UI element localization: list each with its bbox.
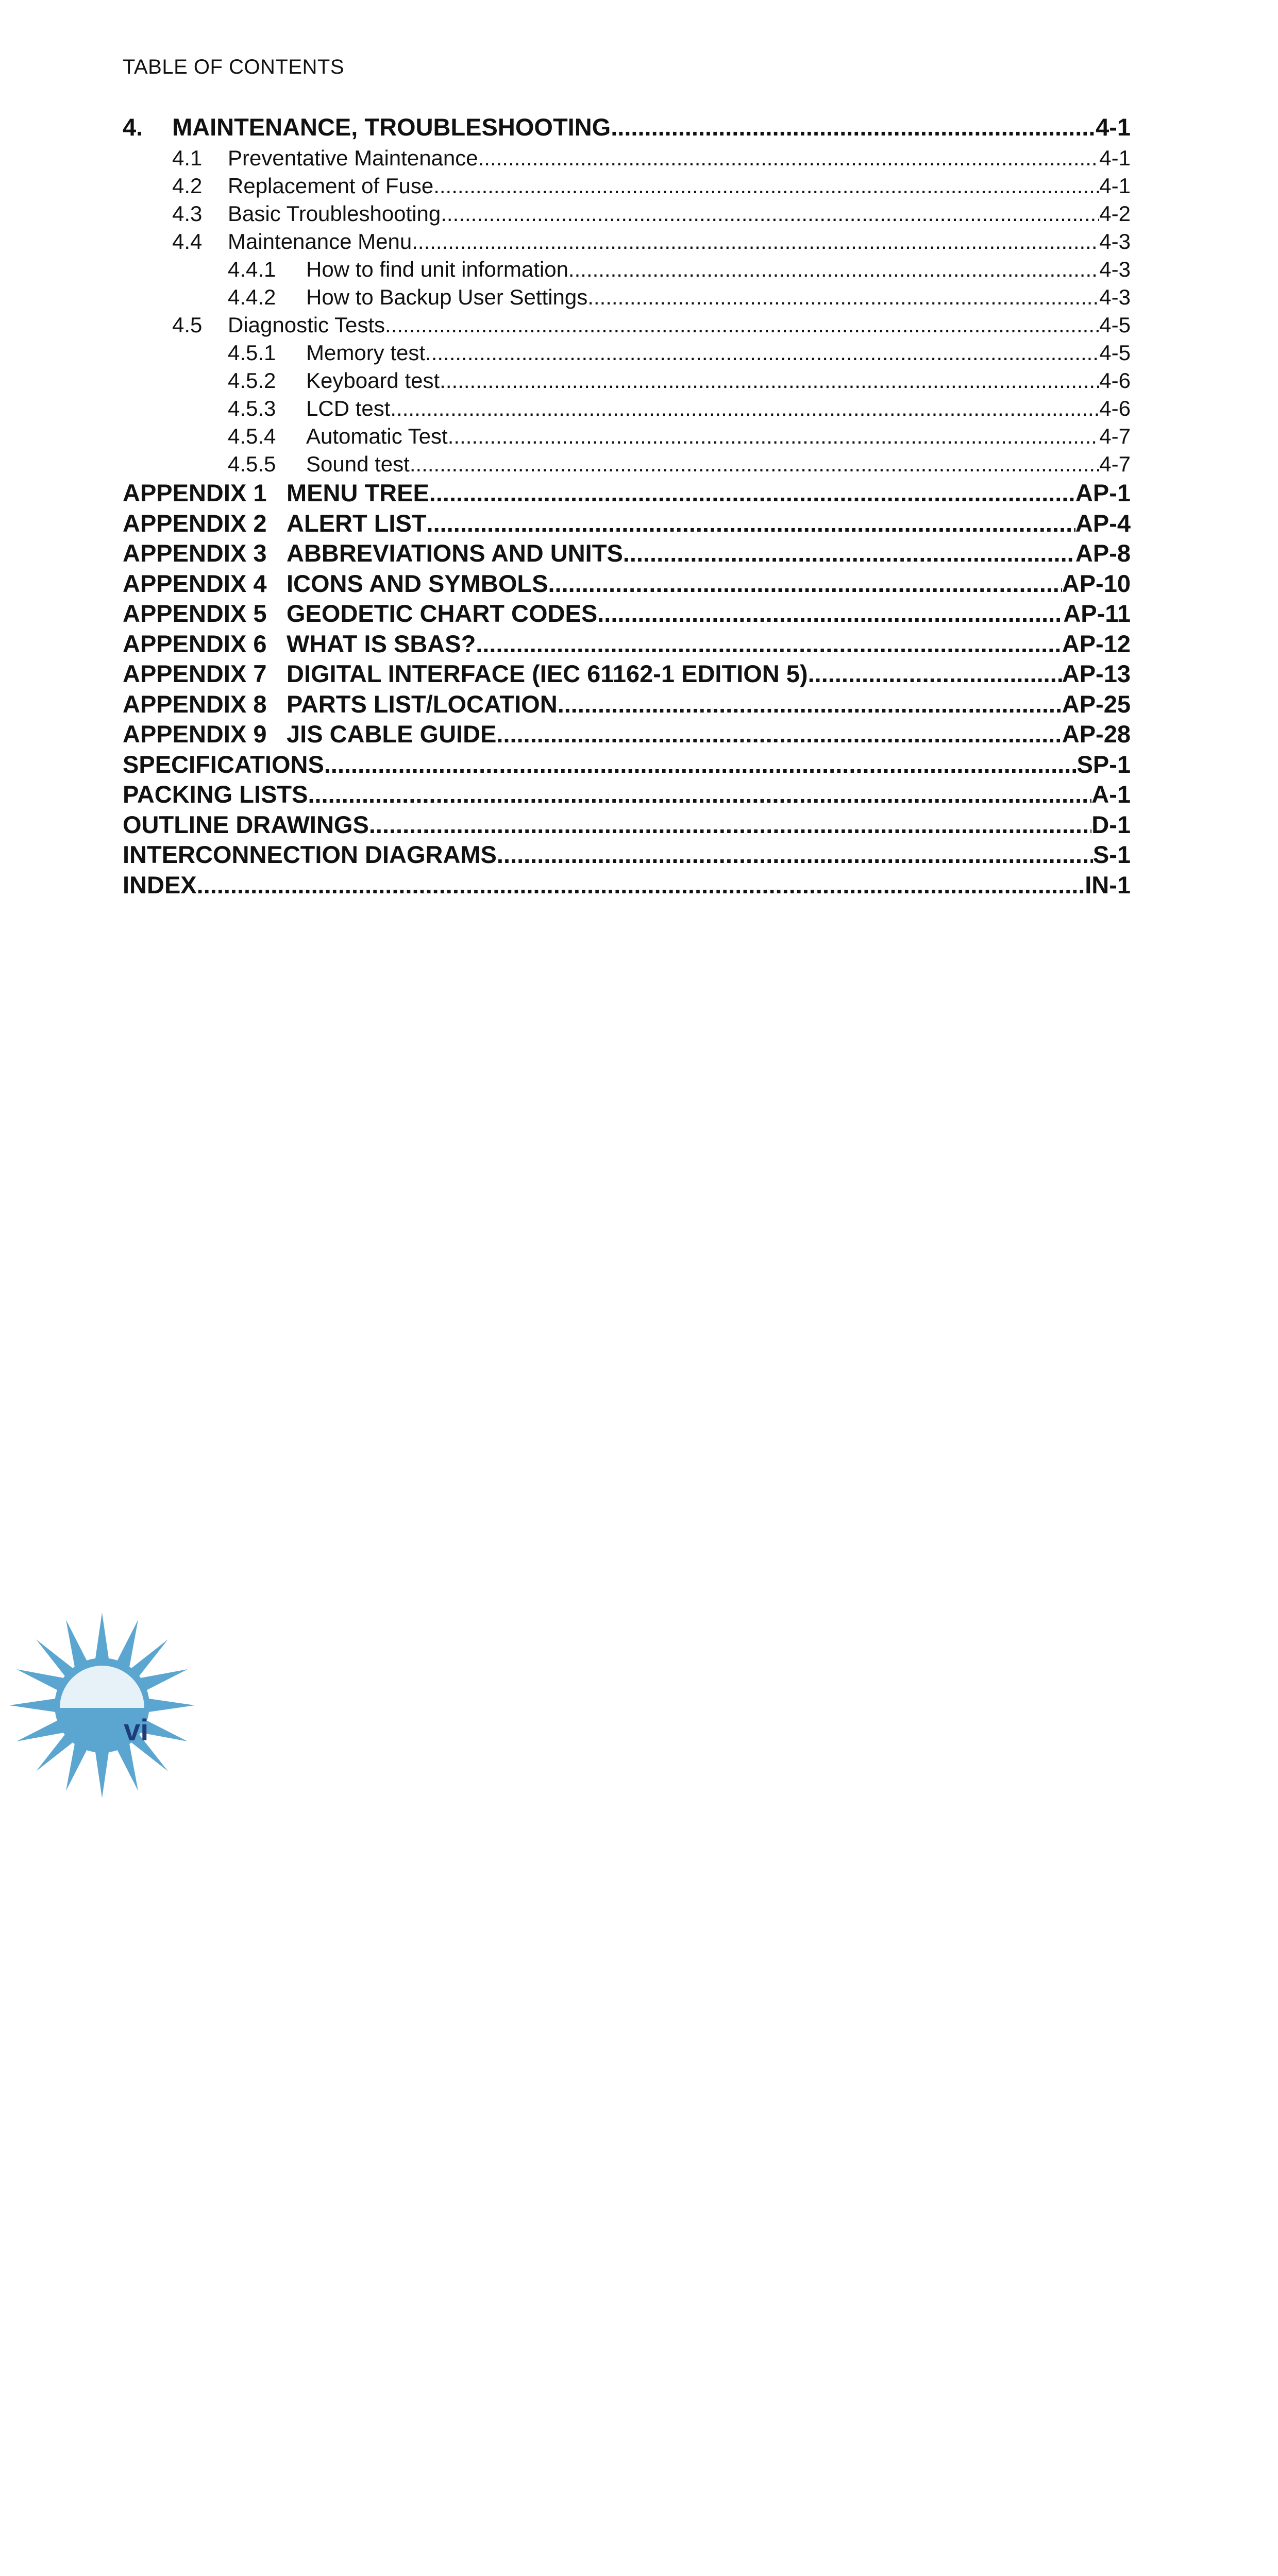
toc-subsection-4-5-1[interactable] xyxy=(123,339,1131,367)
toc-leader-dots xyxy=(558,689,1062,720)
toc-section-4-3[interactable] xyxy=(123,200,1131,228)
toc-section-page: 4-1 xyxy=(1099,146,1131,170)
toc-section-number: 4.3 xyxy=(172,201,203,226)
toc-leader-dots xyxy=(425,339,1099,367)
toc-leader-dots xyxy=(623,538,1075,569)
toc-section-number: 4.1 xyxy=(172,146,203,170)
toc-appendix-page: AP-8 xyxy=(1075,539,1131,567)
toc-appendix-title: JIS CABLE GUIDE xyxy=(287,720,497,748)
toc-leader-dots xyxy=(568,256,1099,283)
toc-subsection-title: How to find unit information xyxy=(306,257,568,281)
toc-section-page: 4-1 xyxy=(1099,174,1131,198)
toc-section-page: 4-5 xyxy=(1099,313,1131,337)
toc-leader-dots xyxy=(410,450,1099,478)
toc-outline-drawings[interactable] xyxy=(123,810,1131,840)
toc-section-title: Preventative Maintenance xyxy=(228,146,478,170)
toc-leader-dots xyxy=(478,144,1100,172)
toc-leader-dots xyxy=(390,395,1099,422)
toc-subsection-number: 4.5.1 xyxy=(228,341,276,365)
toc-appendix-number: APPENDIX 7 xyxy=(123,660,267,687)
toc-leader-dots xyxy=(308,779,1091,810)
toc-entry-title: INDEX xyxy=(123,871,197,899)
toc-entry-title: SPECIFICATIONS xyxy=(123,750,324,778)
table-of-contents xyxy=(123,112,1131,900)
toc-appendix-page: AP-25 xyxy=(1062,690,1131,718)
toc-subsection-4-5-4[interactable] xyxy=(123,422,1131,450)
toc-chapter-4[interactable] xyxy=(123,112,1131,142)
toc-section-title: Diagnostic Tests xyxy=(228,313,385,337)
toc-appendix-5[interactable] xyxy=(123,599,1131,629)
toc-appendix-page: AP-10 xyxy=(1062,569,1131,597)
toc-section-number: 4.4 xyxy=(172,229,203,253)
toc-subsection-title: LCD test xyxy=(306,396,391,420)
toc-subsection-number: 4.4.1 xyxy=(228,257,276,281)
toc-appendix-4[interactable] xyxy=(123,569,1131,599)
toc-chapter-title: MAINTENANCE, TROUBLESHOOTING xyxy=(172,113,611,141)
toc-section-page: 4-3 xyxy=(1099,229,1131,253)
toc-leader-dots xyxy=(433,172,1099,200)
toc-subsection-page: 4-7 xyxy=(1099,452,1131,476)
toc-leader-dots xyxy=(385,311,1099,339)
toc-appendix-number: APPENDIX 9 xyxy=(123,720,267,748)
toc-subsection-page: 4-3 xyxy=(1099,285,1131,309)
toc-appendix-6[interactable] xyxy=(123,629,1131,659)
toc-entry-title: OUTLINE DRAWINGS xyxy=(123,810,369,838)
toc-subsection-title: How to Backup User Settings xyxy=(306,285,588,309)
toc-leader-dots xyxy=(587,283,1099,311)
toc-appendix-title: MENU TREE xyxy=(287,479,429,506)
page-number: vi xyxy=(124,1714,149,1747)
toc-appendix-page: AP-13 xyxy=(1062,660,1131,687)
toc-leader-dots xyxy=(548,569,1062,599)
toc-appendix-9[interactable] xyxy=(123,719,1131,750)
toc-appendix-number: APPENDIX 6 xyxy=(123,630,267,657)
toc-leader-dots xyxy=(324,750,1077,780)
toc-leader-dots xyxy=(197,870,1085,901)
toc-leader-dots xyxy=(808,659,1062,689)
toc-appendix-number: APPENDIX 8 xyxy=(123,690,267,718)
sun-logo-icon xyxy=(9,1613,195,1798)
toc-packing-lists[interactable] xyxy=(123,779,1131,810)
toc-subsection-title: Keyboard test xyxy=(306,368,440,393)
toc-leader-dots xyxy=(369,810,1091,840)
toc-leader-dots xyxy=(476,629,1062,659)
toc-leader-dots xyxy=(611,112,1096,142)
toc-leader-dots xyxy=(429,478,1075,509)
toc-appendix-title: DIGITAL INTERFACE (IEC 61162-1 EDITION 5) xyxy=(287,660,808,687)
toc-appendix-title: ALERT LIST xyxy=(287,509,427,537)
toc-leader-dots xyxy=(440,367,1099,395)
toc-section-page: 4-2 xyxy=(1099,201,1131,226)
toc-appendix-number: APPENDIX 2 xyxy=(123,509,267,537)
toc-appendix-title: PARTS LIST/LOCATION xyxy=(287,690,558,718)
toc-appendix-7[interactable] xyxy=(123,659,1131,689)
toc-appendix-number: APPENDIX 4 xyxy=(123,569,267,597)
page-header: TABLE OF CONTENTS xyxy=(123,56,345,78)
toc-subsection-4-4-1[interactable] xyxy=(123,256,1131,283)
toc-section-4-5[interactable] xyxy=(123,311,1131,339)
toc-subsection-page: 4-6 xyxy=(1099,368,1131,393)
toc-subsection-4-5-3[interactable] xyxy=(123,395,1131,422)
toc-entry-title: PACKING LISTS xyxy=(123,781,308,808)
toc-subsection-title: Memory test xyxy=(306,341,426,365)
toc-appendix-page: AP-11 xyxy=(1063,600,1131,627)
toc-leader-dots xyxy=(412,228,1099,256)
toc-entry-page: A-1 xyxy=(1091,781,1131,808)
toc-chapter-page: 4-1 xyxy=(1096,113,1131,141)
toc-subsection-page: 4-7 xyxy=(1099,424,1131,448)
toc-leader-dots xyxy=(496,719,1062,750)
toc-entry-page: IN-1 xyxy=(1085,871,1131,899)
toc-subsection-number: 4.5.5 xyxy=(228,452,276,476)
toc-leader-dots xyxy=(497,840,1093,870)
toc-subsection-4-5-5[interactable] xyxy=(123,450,1131,478)
toc-section-4-4[interactable] xyxy=(123,228,1131,256)
toc-section-4-1[interactable] xyxy=(123,144,1131,172)
toc-subsection-number: 4.4.2 xyxy=(228,285,276,309)
toc-section-title: Basic Troubleshooting xyxy=(228,201,441,226)
toc-section-4-2[interactable] xyxy=(123,172,1131,200)
toc-leader-dots xyxy=(427,509,1075,539)
toc-subsection-number: 4.5.3 xyxy=(228,396,276,420)
toc-appendix-2[interactable] xyxy=(123,509,1131,539)
toc-subsection-page: 4-3 xyxy=(1099,257,1131,281)
toc-appendix-title: ICONS AND SYMBOLS xyxy=(287,569,548,597)
toc-section-title: Replacement of Fuse xyxy=(228,174,434,198)
toc-subsection-number: 4.5.2 xyxy=(228,368,276,393)
toc-subsection-title: Automatic Test xyxy=(306,424,448,448)
toc-appendix-number: APPENDIX 3 xyxy=(123,539,267,567)
toc-appendix-page: AP-4 xyxy=(1075,509,1131,537)
toc-leader-dots xyxy=(597,599,1063,629)
toc-index[interactable] xyxy=(123,870,1131,901)
toc-appendix-page: AP-28 xyxy=(1062,720,1131,748)
toc-chapter-number: 4. xyxy=(123,113,143,141)
toc-appendix-page: AP-1 xyxy=(1075,479,1131,506)
toc-appendix-3[interactable] xyxy=(123,538,1131,569)
toc-entry-page: SP-1 xyxy=(1077,750,1131,778)
toc-subsection-4-5-2[interactable] xyxy=(123,367,1131,395)
toc-entry-title: INTERCONNECTION DIAGRAMS xyxy=(123,841,497,868)
toc-subsection-number: 4.5.4 xyxy=(228,424,276,448)
toc-appendix-8[interactable] xyxy=(123,689,1131,720)
toc-appendix-number: APPENDIX 1 xyxy=(123,479,267,506)
toc-appendix-title: ABBREVIATIONS AND UNITS xyxy=(287,539,623,567)
toc-leader-dots xyxy=(448,422,1100,450)
toc-appendix-1[interactable] xyxy=(123,478,1131,509)
toc-specifications[interactable] xyxy=(123,750,1131,780)
toc-section-number: 4.2 xyxy=(172,174,203,198)
toc-interconnection-diagrams[interactable] xyxy=(123,840,1131,870)
toc-leader-dots xyxy=(441,200,1099,228)
toc-appendix-page: AP-12 xyxy=(1062,630,1131,657)
toc-subsection-page: 4-6 xyxy=(1099,396,1131,420)
toc-entry-page: D-1 xyxy=(1091,810,1131,838)
toc-subsection-title: Sound test xyxy=(306,452,410,476)
footer-watermark xyxy=(0,1613,1278,1808)
toc-section-number: 4.5 xyxy=(172,313,203,337)
toc-section-title: Maintenance Menu xyxy=(228,229,412,253)
toc-entry-page: S-1 xyxy=(1092,841,1131,868)
toc-subsection-page: 4-5 xyxy=(1099,341,1131,365)
toc-appendix-title: WHAT IS SBAS? xyxy=(287,630,476,657)
toc-appendix-title: GEODETIC CHART CODES xyxy=(287,600,598,627)
toc-subsection-4-4-2[interactable] xyxy=(123,283,1131,311)
toc-appendix-number: APPENDIX 5 xyxy=(123,600,267,627)
